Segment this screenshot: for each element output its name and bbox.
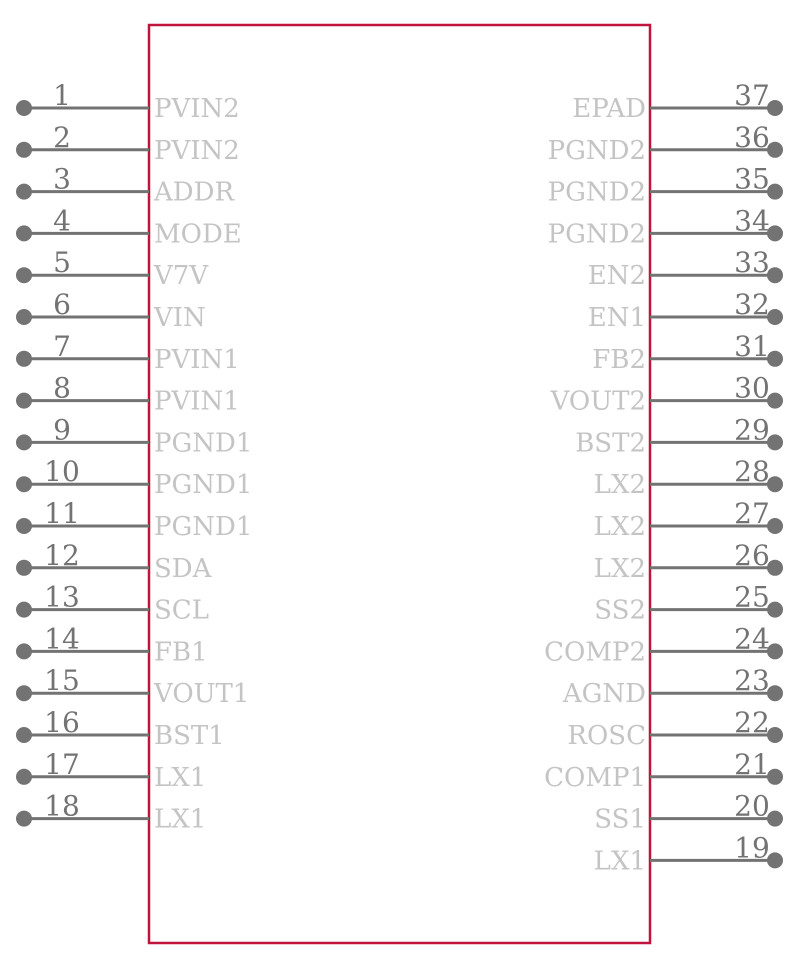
pin-8: [16, 372, 240, 417]
pin-name: SS1: [594, 804, 646, 835]
pin-29: [575, 413, 783, 458]
pin-number: 27: [734, 497, 770, 530]
pin-name: ADDR: [154, 177, 235, 208]
pin-name: EN1: [587, 303, 646, 333]
pin-name: PGND2: [547, 219, 646, 250]
pin-name: LX2: [593, 470, 646, 501]
pin-terminal: [16, 518, 32, 534]
pin-number: 7: [53, 329, 71, 363]
pin-2: [16, 121, 240, 166]
pin-number: 23: [734, 664, 770, 698]
pin-name: VOUT2: [550, 386, 646, 417]
pin-4: [16, 204, 242, 249]
pin-name: FB2: [592, 344, 646, 375]
pin-name: PVIN2: [154, 94, 240, 124]
pin-terminal: [16, 560, 32, 576]
pin-14: [16, 622, 208, 667]
pin-number: 3: [53, 162, 71, 196]
pin-17: [16, 748, 206, 793]
pin-32: [588, 288, 783, 333]
pin-31: [592, 330, 783, 375]
pin-34: [548, 204, 783, 249]
pin-number: 24: [734, 622, 770, 656]
pin-terminal: [16, 393, 32, 409]
pin-number: 11: [44, 497, 80, 530]
pin-terminal: [16, 434, 32, 450]
pin-terminal: [16, 100, 32, 116]
pin-37: [572, 79, 783, 124]
pin-number: 14: [44, 622, 80, 656]
pin-12: [16, 539, 213, 584]
pin-36: [548, 121, 783, 166]
pin-terminal: [16, 769, 32, 785]
pin-number: 30: [734, 371, 770, 405]
pin-16: [16, 706, 225, 751]
pin-terminal: [16, 811, 32, 827]
pin-number: 37: [734, 79, 770, 112]
pin-number: 25: [734, 580, 770, 614]
pin-number: 32: [734, 288, 770, 321]
pin-28: [594, 455, 783, 500]
pin-number: 2: [53, 120, 71, 154]
pin-number: 29: [734, 413, 770, 447]
pin-name: V7V: [154, 261, 209, 292]
pin-name: LX1: [154, 804, 207, 835]
pin-26: [594, 539, 783, 584]
pin-name: PGND1: [154, 428, 253, 459]
pin-number: 16: [44, 706, 80, 739]
pin-name: PGND2: [547, 177, 646, 208]
pin-25: [594, 581, 783, 626]
pin-number: 6: [53, 288, 71, 321]
pin-15: [16, 664, 249, 709]
pin-7: [16, 330, 240, 375]
pin-number: 36: [734, 120, 770, 154]
pin-terminal: [16, 643, 32, 659]
pin-number: 17: [44, 747, 80, 781]
pin-6: [16, 288, 206, 333]
right-pin-group: [544, 79, 783, 876]
pin-number: 12: [44, 538, 80, 572]
pin-name: ROSC: [567, 721, 646, 751]
pin-number: 15: [44, 664, 80, 698]
pin-19: [594, 831, 783, 876]
pin-11: [16, 497, 252, 542]
pin-name: LX2: [593, 553, 646, 584]
pin-name: MODE: [154, 219, 242, 250]
pin-name: BST2: [575, 428, 646, 459]
pin-number: 1: [53, 79, 71, 112]
pin-name: COMP2: [544, 637, 646, 668]
pin-22: [567, 706, 783, 751]
pin-name: BST1: [154, 721, 225, 751]
pin-23: [562, 664, 783, 709]
pin-name: PVIN1: [154, 386, 240, 417]
pin-number: 35: [734, 162, 770, 196]
pin-name: SS2: [594, 595, 646, 626]
pin-terminal: [16, 685, 32, 701]
pin-30: [550, 372, 783, 417]
pin-24: [544, 622, 783, 667]
pin-number: 26: [734, 538, 770, 572]
pin-name: FB1: [154, 637, 208, 668]
pin-terminal: [16, 476, 32, 492]
pin-33: [588, 246, 783, 291]
pin-number: 13: [44, 580, 80, 614]
pin-name: EPAD: [572, 94, 646, 124]
pin-name: PGND1: [154, 512, 253, 542]
pin-1: [16, 79, 240, 124]
pin-name: LX2: [593, 512, 646, 542]
pin-terminal: [16, 309, 32, 325]
pin-name: COMP1: [544, 762, 646, 793]
pin-terminal: [16, 727, 32, 743]
pin-number: 33: [734, 246, 770, 280]
pin-name: VIN: [154, 303, 206, 333]
pin-terminal: [16, 142, 32, 158]
pin-number: 20: [734, 789, 770, 823]
pin-terminal: [16, 602, 32, 618]
pin-21: [544, 748, 783, 793]
pin-5: [16, 246, 209, 291]
pin-name: SCL: [154, 595, 209, 626]
pin-terminal: [16, 351, 32, 367]
pin-name: PVIN2: [154, 135, 240, 166]
pin-number: 21: [734, 747, 770, 781]
pin-10: [16, 455, 252, 500]
pin-number: 4: [53, 204, 71, 238]
pin-9: [16, 413, 252, 458]
pin-number: 9: [53, 413, 71, 447]
pin-number: 22: [734, 706, 770, 739]
pin-name: EN2: [587, 261, 646, 292]
pin-name: VOUT1: [154, 679, 250, 710]
pin-name: PGND1: [154, 470, 253, 501]
pin-number: 10: [44, 455, 80, 489]
pin-name: PVIN1: [154, 344, 240, 375]
pin-number: 8: [53, 371, 71, 405]
pin-number: 5: [53, 246, 71, 280]
pin-number: 19: [734, 831, 770, 865]
pin-20: [594, 790, 783, 835]
pin-27: [594, 497, 783, 542]
pin-number: 18: [44, 789, 80, 823]
pin-name: SDA: [154, 553, 212, 584]
pin-3: [16, 163, 235, 208]
pin-18: [16, 790, 206, 835]
pin-number: 34: [734, 204, 770, 238]
pin-name: AGND: [562, 679, 646, 710]
pin-terminal: [16, 184, 32, 200]
pin-terminal: [16, 225, 32, 241]
pin-number: 31: [734, 329, 770, 363]
pin-name: LX1: [593, 846, 646, 877]
pin-number: 28: [734, 455, 770, 489]
pin-name: PGND2: [547, 135, 646, 166]
left-pin-group: [16, 79, 252, 835]
pin-name: LX1: [154, 762, 207, 793]
pin-35: [548, 163, 783, 208]
pin-13: [16, 581, 209, 626]
pin-terminal: [16, 267, 32, 283]
